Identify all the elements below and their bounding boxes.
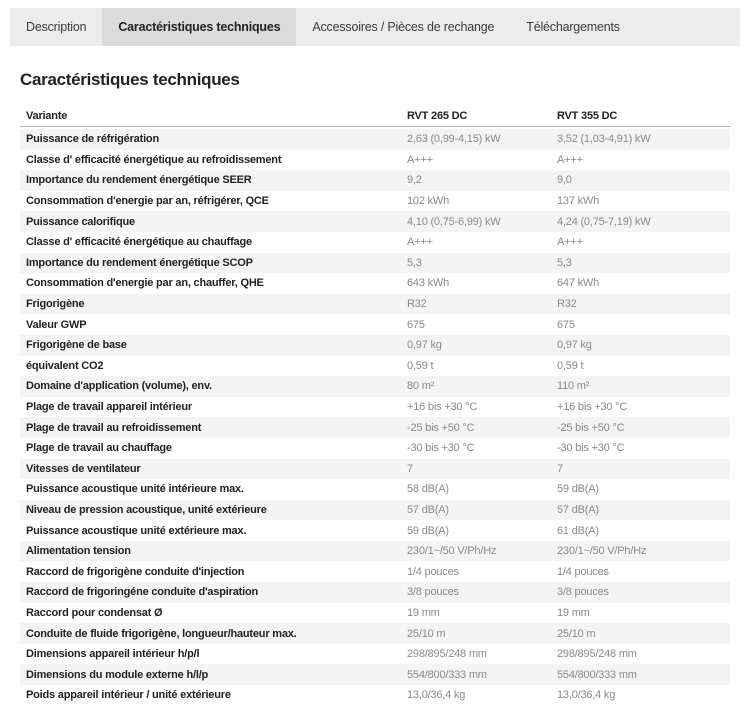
spec-label: Dimensions appareil intérieur h/p/l [26, 648, 200, 661]
spec-value-rvt-355-dc: 1/4 pouces [557, 565, 609, 578]
spec-value-rvt-355-dc: 3/8 pouces [557, 586, 609, 599]
spec-label: Importance du rendement énergétique SCOP [26, 256, 253, 269]
spec-value-rvt-265-dc: 0,97 kg [407, 339, 442, 352]
table-row [20, 603, 730, 624]
table-row [20, 520, 730, 541]
spec-label: Raccord de frigoringéne conduite d'aspiration [26, 586, 258, 599]
spec-value-rvt-355-dc: 61 dB(A) [557, 524, 599, 537]
spec-value-rvt-355-dc: 0,97 kg [557, 339, 592, 352]
spec-value-rvt-355-dc: 230/1~/50 V/Ph/Hz [557, 545, 647, 558]
table-row [20, 191, 730, 212]
spec-value-rvt-265-dc: 9,2 [407, 174, 422, 187]
spec-table [20, 105, 730, 706]
spec-value-rvt-265-dc: 2,63 (0,99-4,15) kW [407, 133, 501, 146]
spec-label: Domaine d'application (volume), env. [26, 380, 212, 393]
spec-label: Valeur GWP [26, 318, 87, 331]
table-row [20, 417, 730, 438]
spec-value-rvt-355-dc: 57 dB(A) [557, 503, 599, 516]
spec-value-rvt-355-dc: 3,52 (1,03-4,91) kW [557, 133, 651, 146]
spec-value-rvt-265-dc: 554/800/333 mm [407, 668, 487, 681]
spec-label: Importance du rendement énergétique SEER [26, 174, 252, 187]
spec-value-rvt-265-dc: -25 bis +50 °C [407, 421, 475, 434]
spec-value-rvt-265-dc: 80 m² [407, 380, 435, 393]
page-title: Caractéristiques techniques [20, 70, 240, 89]
spec-label: Puissance acoustique unité extérieure max. [26, 524, 247, 537]
table-row [20, 356, 730, 377]
spec-value-rvt-355-dc: R32 [557, 298, 577, 311]
spec-label: Niveau de pression acoustique, unité extérieure [26, 503, 267, 516]
spec-value-rvt-265-dc: 298/895/248 mm [407, 648, 487, 661]
spec-value-rvt-265-dc: 57 dB(A) [407, 503, 449, 516]
spec-value-rvt-265-dc: 3/8 pouces [407, 586, 459, 599]
table-row [20, 314, 730, 335]
spec-label: Frigorigène de base [26, 339, 127, 352]
spec-value-rvt-265-dc: -30 bis +30 °C [407, 442, 475, 455]
spec-label: Dimensions du module externe h/l/p [26, 668, 209, 681]
spec-label: Plage de travail au chauffage [26, 442, 172, 455]
spec-value-rvt-265-dc: A+++ [407, 236, 433, 249]
table-row [20, 253, 730, 274]
spec-value-rvt-355-dc: 298/895/248 mm [557, 648, 637, 661]
spec-label: Raccord de frigorigène conduite d'injection [26, 565, 245, 578]
table-row [20, 150, 730, 171]
spec-label: Consommation d'energie par an, réfrigérer, QCE [26, 195, 269, 208]
spec-value-rvt-265-dc: 4,10 (0,75-6,99) kW [407, 215, 501, 228]
table-row [20, 644, 730, 665]
spec-value-rvt-355-dc: 675 [557, 318, 575, 331]
spec-label: Conduite de fluide frigorigène, longueur/hauteur max. [26, 627, 297, 640]
spec-value-rvt-265-dc: 230/1~/50 V/Ph/Hz [407, 545, 497, 558]
spec-value-rvt-355-dc: 5,3 [557, 256, 572, 269]
spec-label: Consommation d'energie par an, chauffer, QHE [26, 277, 264, 290]
spec-value-rvt-265-dc: 13,0/36,4 kg [407, 689, 466, 702]
column-header-rvt-265-dc: RVT 265 DC [407, 109, 468, 122]
spec-label: Poids appareil intérieur / unité extérieure [26, 689, 231, 702]
spec-value-rvt-265-dc: +16 bis +30 °C [407, 401, 478, 414]
table-header-row [20, 105, 730, 127]
spec-label: Puissance de réfrigération [26, 133, 159, 146]
spec-label: Puissance acoustique unité intérieure max. [26, 483, 244, 496]
table-row [20, 500, 730, 521]
table-row [20, 438, 730, 459]
table-row [20, 273, 730, 294]
column-header-variante: Variante [26, 109, 68, 122]
spec-value-rvt-355-dc: 7 [557, 462, 563, 475]
tab-description[interactable]: Description [26, 20, 87, 34]
spec-value-rvt-265-dc: 25/10 m [407, 627, 446, 640]
table-row [20, 623, 730, 644]
spec-value-rvt-355-dc: +16 bis +30 °C [557, 401, 628, 414]
table-row [20, 397, 730, 418]
spec-value-rvt-265-dc: 643 kWh [407, 277, 450, 290]
table-row [20, 479, 730, 500]
spec-label: Classe d' efficacité énergétique au chauffage [26, 236, 252, 249]
spec-value-rvt-355-dc: 59 dB(A) [557, 483, 599, 496]
tab-bar [10, 8, 740, 46]
table-body [20, 129, 730, 706]
table-row [20, 232, 730, 253]
table-row [20, 685, 730, 706]
spec-value-rvt-265-dc: 1/4 pouces [407, 565, 459, 578]
spec-value-rvt-265-dc: 102 kWh [407, 195, 450, 208]
spec-value-rvt-265-dc: 5,3 [407, 256, 422, 269]
table-row [20, 582, 730, 603]
table-row [20, 376, 730, 397]
spec-value-rvt-265-dc: 59 dB(A) [407, 524, 449, 537]
spec-value-rvt-355-dc: A+++ [557, 153, 583, 166]
spec-label: Puissance calorifique [26, 215, 135, 228]
spec-label: équivalent CO2 [26, 359, 104, 372]
spec-value-rvt-355-dc: 647 kWh [557, 277, 600, 290]
table-row [20, 294, 730, 315]
table-row [20, 129, 730, 150]
spec-label: Plage de travail au refroidissement [26, 421, 202, 434]
spec-value-rvt-265-dc: 7 [407, 462, 413, 475]
spec-label: Alimentation tension [26, 545, 131, 558]
spec-value-rvt-265-dc: A+++ [407, 153, 433, 166]
spec-value-rvt-265-dc: R32 [407, 298, 427, 311]
spec-value-rvt-355-dc: A+++ [557, 236, 583, 249]
tab-accessoires-pieces-de-rechange[interactable]: Accessoires / Pièces de rechange [312, 20, 495, 34]
tab-caracteristiques-techniques[interactable]: Caractéristiques techniques [102, 8, 296, 46]
spec-value-rvt-355-dc: 0,59 t [557, 359, 584, 372]
spec-value-rvt-355-dc: 4,24 (0,75-7,19) kW [557, 215, 651, 228]
table-row [20, 561, 730, 582]
spec-value-rvt-355-dc: 554/800/333 mm [557, 668, 637, 681]
table-row [20, 170, 730, 191]
spec-value-rvt-355-dc: 9,0 [557, 174, 572, 187]
tab-telechargements[interactable]: Téléchargements [526, 20, 620, 34]
spec-value-rvt-265-dc: 675 [407, 318, 425, 331]
spec-value-rvt-355-dc: 25/10 m [557, 627, 596, 640]
spec-label: Frigorigène [26, 298, 85, 311]
table-row [20, 664, 730, 685]
table-row [20, 211, 730, 232]
spec-value-rvt-265-dc: 19 mm [407, 606, 440, 619]
spec-value-rvt-355-dc: 13,0/36,4 kg [557, 689, 616, 702]
table-row [20, 335, 730, 356]
table-row [20, 541, 730, 562]
spec-label: Raccord pour condensat Ø [26, 606, 163, 619]
column-header-rvt-355-dc: RVT 355 DC [557, 109, 618, 122]
spec-value-rvt-355-dc: 19 mm [557, 606, 590, 619]
spec-value-rvt-355-dc: 110 m² [557, 380, 590, 393]
spec-value-rvt-355-dc: 137 kWh [557, 195, 600, 208]
spec-value-rvt-265-dc: 58 dB(A) [407, 483, 449, 496]
spec-label: Classe d' efficacité énergétique au refroidissement [26, 153, 282, 166]
table-row [20, 459, 730, 480]
spec-label: Vitesses de ventilateur [26, 462, 141, 475]
spec-value-rvt-355-dc: -25 bis +50 °C [557, 421, 625, 434]
spec-label: Plage de travail appareil intérieur [26, 401, 193, 414]
spec-value-rvt-355-dc: -30 bis +30 °C [557, 442, 625, 455]
spec-value-rvt-265-dc: 0,59 t [407, 359, 434, 372]
